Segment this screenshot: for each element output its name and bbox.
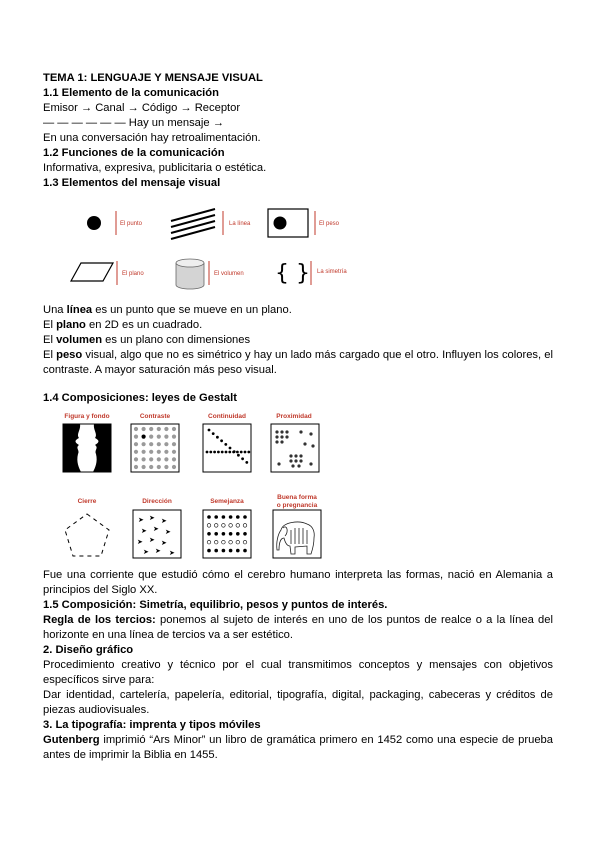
heading-1-1: 1.1 Elemento de la comunicación [43,87,219,99]
svg-text:➤: ➤ [161,517,167,525]
heading-2: 2. Diseño gráfico [43,644,134,656]
volumen-definition: El volumen es un plano con dimensiones [43,334,251,346]
document-title: TEMA 1: LENGUAJE Y MENSAJE VISUAL [43,72,263,84]
punto-dot [87,216,101,230]
regla-tercios: Regla de los tercios: ponemos al sujeto de interés en uno de los puntos de realce o a la línea del horizonte en una línea de tercios va a ser estético. [43,614,553,641]
svg-text:➤: ➤ [137,538,143,546]
proximidad-pattern [271,424,319,472]
heading-1-4: 1.4 Composiciones: leyes de Gestalt [43,392,237,404]
label-plano: El plano [122,271,144,277]
svg-text:➤: ➤ [143,548,149,556]
peso-definition: El peso visual, algo que no es simétrico y hay un lado más cargado que el otro. Influyen los colores, el contraste. A mayor saturación más peso visual. [43,349,553,376]
label-direccion: Dirección [142,498,172,505]
diseno-definition: Procedimiento creativo y técnico por el cual transmitimos conceptos y mensajes con objetivos específicos sirve para: [43,659,553,686]
gutenberg-text: Gutenberg imprimió “Ars Minor” un libro de gramática primero en 1452 como una especie de prueba antes de imprimir la Biblia en 1455. [43,734,553,761]
linea-definition: Una línea es un punto que se mueve en un plano. [43,304,292,316]
label-figura: Figura y fondo [64,413,110,420]
svg-text:➤: ➤ [165,528,171,536]
continuidad-pattern [203,424,251,472]
figura-fondo-image [63,424,111,472]
heading-1-5: 1.5 Composición: Simetría, equilibrio, pesos y puntos de interés. [43,599,388,611]
linea-lines [171,209,215,239]
feedback-line: En una conversación hay retroalimentación. [43,132,261,144]
label-cierre: Cierre [77,498,97,505]
label-proximidad: Proximidad [276,413,312,420]
cierre-pentagon [65,514,109,556]
label-buena-1: Buena forma [277,494,317,501]
svg-text:➤: ➤ [149,514,155,522]
elephant-illustration [273,510,321,558]
heading-1-3: 1.3 Elementos del mensaje visual [43,177,221,189]
message-line: — — — — — — Hay un mensaje → [43,117,224,129]
svg-text:➤: ➤ [138,516,144,524]
svg-text:➤: ➤ [149,536,155,544]
visual-elements-figure [43,201,553,297]
svg-text:➤: ➤ [141,527,147,535]
functions-text: Informativa, expresiva, publicitaria o estética. [43,162,267,174]
gestalt-description: Fue una corriente que estudió cómo el cerebro humano interpreta las formas, nació en Alemania a principios del Siglo XX. [43,569,553,596]
heading-3: 3. La tipografía: imprenta y tipos móviles [43,719,261,731]
label-simetria: La simetría [317,269,347,275]
label-semejanza: Semejanza [210,498,244,505]
label-buena-2: o pregnancia [276,502,318,509]
semejanza-pattern [203,510,251,558]
communication-chain: Emisor → Canal → Código → Receptor [43,102,241,114]
label-continuidad: Continuidad [208,413,246,420]
label-volumen: El volumen [214,271,244,277]
label-punto: El punto [120,221,143,227]
document-page [43,71,553,763]
direccion-pattern [133,510,181,558]
label-peso: El peso [319,221,340,227]
svg-text:➤: ➤ [155,547,161,555]
heading-1-2: 1.2 Funciones de la comunicación [43,147,225,159]
volumen-cylinder [176,259,204,289]
diseno-uses: Dar identidad, cartelería, papelería, editorial, tipografía, digital, packaging, cabeceras y créditos de piezas audiovisuales. [43,689,553,716]
contraste-grid [131,424,179,472]
gestalt-figure [43,410,553,560]
svg-text:➤: ➤ [169,549,175,557]
simetria-braces: { } [275,261,310,286]
plano-definition: El plano en 2D es un cuadrado. [43,319,203,331]
plano-shape [71,263,113,281]
label-linea: La línea [229,221,251,227]
svg-text:➤: ➤ [161,539,167,547]
svg-text:➤: ➤ [153,525,159,533]
label-contraste: Contraste [139,413,171,420]
